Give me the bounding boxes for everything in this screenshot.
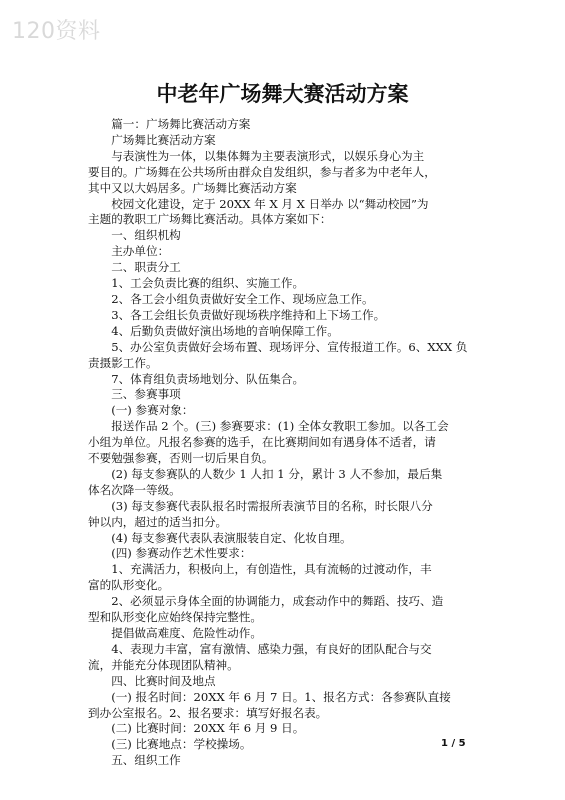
body-line: 3、各工会组长负责做好现场秩序维持和上下场工作。 (88, 307, 386, 322)
body-line: 1、充满活力，积极向上，有创造性，具有流畅的过渡动作，丰 (88, 562, 432, 577)
body-line: 主题的教职工广场舞比赛活动。具体方案如下： (88, 212, 332, 227)
page-number: 1 / 5 (441, 738, 466, 749)
body-line: 广场舞比赛活动方案 (88, 132, 216, 147)
body-line: (一) 报名时间：20XX 年 6 月 7 日。1、报名方式：各参赛队直接 (88, 689, 451, 704)
body-line: 5、办公室负责做好会场布置、现场评分、宣传报道工作。6、XXX 负 (88, 339, 468, 354)
body-line: (三) 比赛地点：学校操场。 (88, 737, 252, 752)
body-line: (3) 每支参赛代表队报名时需报所表演节目的名称，时长限八分 (88, 498, 433, 513)
body-line: 要目的。广场舞在公共场所由群众自发组织，参与者多为中老年人， (88, 164, 436, 179)
body-line: (2) 每支参赛队的人数少 1 人扣 1 分，累计 3 人不参加，最后集 (88, 466, 443, 481)
body-line: 三、参赛事项 (88, 387, 181, 402)
body-line: 体名次降一等级。 (88, 482, 181, 497)
body-line: 流，并能充分体现团队精神。 (88, 657, 239, 672)
body-line: 其中又以大妈居多。广场舞比赛活动方案 (88, 180, 297, 195)
body-line: (二) 比赛时间：20XX 年 6 月 9 日。 (88, 721, 305, 736)
body-line: 主办单位： (88, 244, 170, 259)
body-line: 一、组织机构 (88, 228, 181, 243)
body-line: 篇一：广场舞比赛活动方案 (88, 117, 251, 131)
body-line: (一) 参赛对象： (88, 403, 194, 418)
body-line: (4) 每支参赛代表队表演服装自定、化妆自理。 (88, 530, 352, 545)
body-line: 型和队形变化应始终保持完整性。 (88, 610, 262, 625)
body-line: 与表演性为一体，以集体舞为主要表演形式，以娱乐身心为主 (88, 148, 425, 163)
body-line: 到办公室报名。2、报名要求：填写好报名表。 (88, 705, 328, 720)
body-line: 四、比赛时间及地点 (88, 673, 216, 688)
body-line: 责摄影工作。 (88, 355, 158, 370)
body-line: 4、表现力丰富，富有激情、感染力强，有良好的团队配合与交 (88, 641, 432, 656)
watermark-logo: 120资料 (12, 19, 101, 44)
body-line: 校园文化建设，定于 20XX 年 X 月 X 日举办 以“舞动校园”为 (88, 196, 429, 211)
body-line: 小组为单位。凡报名参赛的选手，在比赛期间如有遇身体不适者，请 (88, 435, 436, 450)
body-line: 钟以内，超过的适当扣分。 (88, 514, 228, 529)
body-line: 五、组织工作 (88, 753, 181, 768)
document-body (88, 117, 483, 769)
body-line: 2、各工会小组负责做好安全工作、现场应急工作。 (88, 291, 374, 306)
body-line: 2、必须显示身体全面的协调能力，成套动作中的舞蹈、技巧、造 (88, 594, 444, 609)
body-line: 二、职责分工 (88, 260, 181, 275)
body-line: 1、工会负责比赛的组织、实施工作。 (88, 276, 305, 291)
body-line: 不要勉强参赛，否则一切后果自负。 (88, 451, 274, 466)
body-line: 7、体育组负责场地划分、队伍集合。 (88, 371, 305, 386)
body-line: 4、后勤负责做好演出场地的音响保障工作。 (88, 323, 339, 338)
body-line: 富的队形变化。 (88, 578, 170, 593)
body-line: 提倡做高难度、危险性动作。 (88, 626, 262, 640)
body-line: 报送作品 2 个。(三) 参赛要求：(1) 全体女教职工参加。以各工会 (88, 419, 449, 434)
body-line: (四) 参赛动作艺术性要求： (88, 546, 252, 561)
document-title: 中老年广场舞大赛活动方案 (156, 82, 409, 106)
